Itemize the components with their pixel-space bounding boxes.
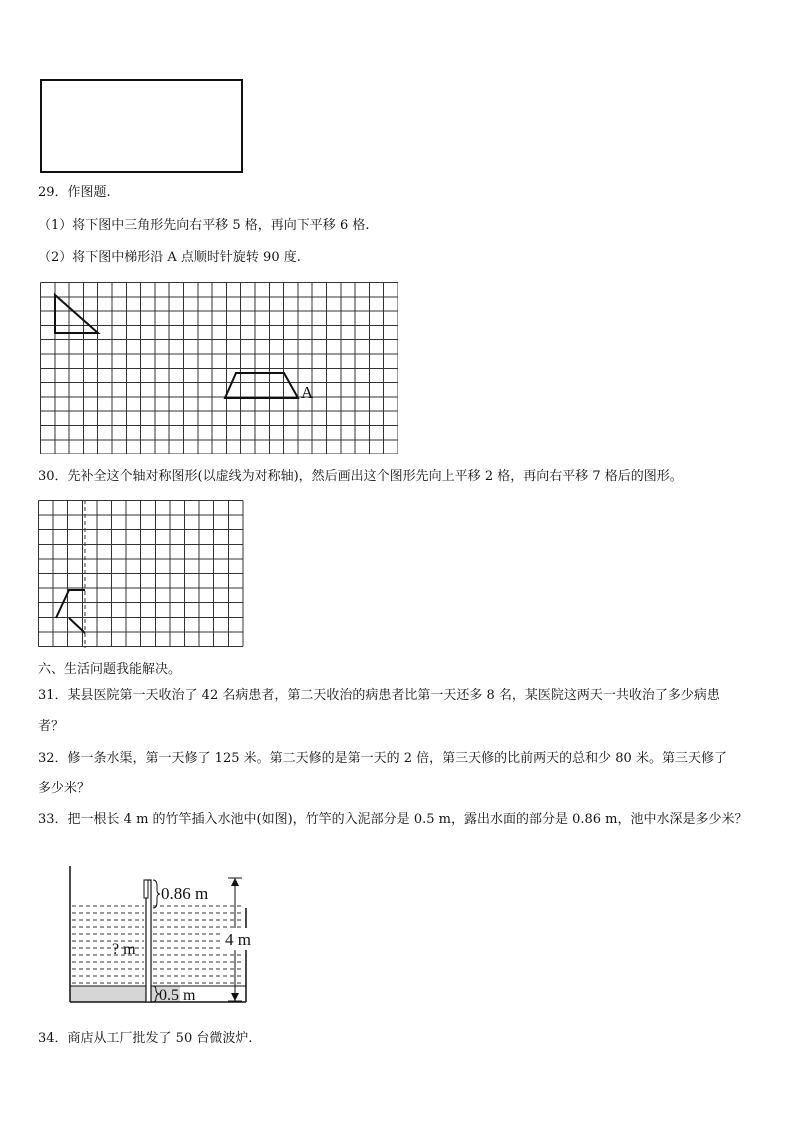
q30-shape-upper <box>56 590 85 618</box>
section6-title: 六、生活问题我能解决。 <box>38 662 182 677</box>
q29-point-a-label: A <box>301 383 314 402</box>
q33-water-lines <box>72 906 244 983</box>
q33-top-brace <box>153 880 160 908</box>
q33-text: 33．把一根长 4 m 的竹竿插入水池中(如图)，竹竿的入泥部分是 0.5 m，露出水面的部分是 0.86 m，池中水深是多少米？ <box>38 812 748 827</box>
q29-triangle <box>55 295 98 333</box>
q33-bamboo-pole-top <box>144 880 148 898</box>
q29-part1: （1）将下图中三角形先向右平移 5 格，再向下平移 6 格. <box>38 218 370 233</box>
q29-grid-lines <box>41 283 399 455</box>
q30-grid-figure <box>38 500 244 650</box>
q33-total-arrow-head-top <box>231 878 239 886</box>
q33-label-bottom: 0.5 m <box>159 987 196 1004</box>
q32-line1: 32．修一条水渠，第一天修了 125 米。第二天修的是第一天的 2 倍，第三天修的比前两天的总和少 80 米。第三天修了 <box>38 751 727 766</box>
answer-box <box>40 79 243 173</box>
q30-title: 30．先补全这个轴对称图形(以虚线为对称轴)，然后画出这个图形先向上平移 2 格，再向右平移 7 格后的图形。 <box>38 469 683 484</box>
q29-grid-figure <box>38 280 398 454</box>
q34-text: 34．商店从工厂批发了 50 台微波炉. <box>38 1031 253 1046</box>
q33-label-total: 4 m <box>225 930 251 949</box>
q30-grid-lines <box>39 501 243 647</box>
q33-label-top: 0.86 m <box>161 884 209 903</box>
q29-trapezoid <box>225 373 298 398</box>
q33-pool-diagram <box>60 858 280 1008</box>
q31-line1: 31．某县医院第一天收治了 42 名病患者，第二天收治的病患者比第一天还多 8 名，某医院这两天一共收治了多少病患 <box>38 688 720 703</box>
q33-label-unknown: ? m <box>112 941 136 958</box>
q32-line2: 多少米？ <box>38 781 91 796</box>
q29-part2: （2）将下图中梯形沿 A 点顺时针旋转 90 度. <box>38 250 301 265</box>
q33-total-arrow-head-bottom <box>231 993 239 1001</box>
q29-title: 29．作图题. <box>38 185 111 200</box>
q31-line2: 者？ <box>38 719 65 734</box>
